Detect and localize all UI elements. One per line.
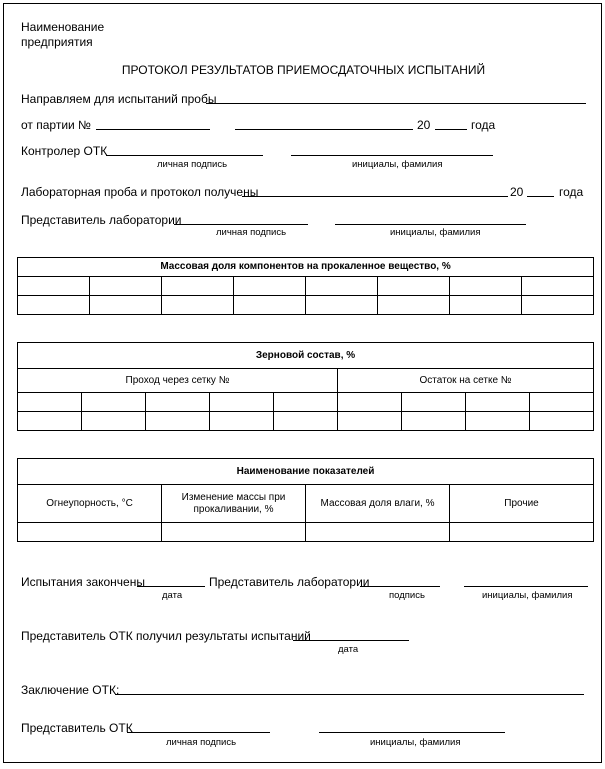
org-name-line2: предприятия [21,35,93,49]
table-cell[interactable] [522,277,594,296]
year-prefix-2: 20 [510,185,524,199]
table-cell[interactable] [402,393,466,412]
table-cell[interactable] [274,393,338,412]
column-header-moisture: Массовая доля влаги, % [306,485,450,523]
indicators-header: Наименование показателей [18,459,594,485]
initials-hint-1: инициалы, фамилия [352,159,443,170]
tests-done-label: Испытания закончены [21,575,145,589]
batch-number-line[interactable] [96,129,210,130]
year-suffix-2: года [559,185,584,199]
lab-received-label: Лабораторная проба и протокол получены [21,185,259,199]
table-cell[interactable] [162,523,306,542]
table-cell[interactable] [18,296,90,315]
grain-table [17,342,594,431]
table-cell[interactable] [530,393,594,412]
table-cell[interactable] [306,277,378,296]
table-cell[interactable] [402,412,466,431]
lab-rep-label: Представитель лаборатории [21,213,182,227]
table-cell[interactable] [82,412,146,431]
table-cell[interactable] [338,412,402,431]
table-row [18,296,594,315]
table-cell[interactable] [450,523,594,542]
table-cell[interactable] [522,296,594,315]
otk-rep-sign-line[interactable] [127,732,270,733]
table-cell[interactable] [378,296,450,315]
otk-rep-label: Представитель ОТК [21,721,133,735]
protocol-page [3,3,602,763]
date-hint-2: дата [338,644,359,655]
pass-header: Проход через сетку № [18,369,338,393]
sign-hint: подпись [389,590,425,601]
table-cell[interactable] [90,277,162,296]
otk-controller-label: Контролер ОТК [21,144,108,158]
initials-hint-2: инициалы, фамилия [390,227,481,238]
otk-initials-line[interactable] [291,155,493,156]
table-cell[interactable] [338,393,402,412]
initials-hint-4: инициалы, фамилия [370,737,461,748]
table-cell[interactable] [210,412,274,431]
signature-hint-2: личная подпись [216,227,287,238]
residue-header: Остаток на сетке № [338,369,594,393]
components-header: Массовая доля компонентов на прокаленное вещество, % [18,258,594,277]
table-cell[interactable] [450,296,522,315]
bottom-lab-rep-initials-line[interactable] [464,586,588,587]
bottom-lab-rep-label: Представитель лаборатории [209,575,370,589]
table-cell[interactable] [18,277,90,296]
table-cell[interactable] [162,296,234,315]
year-line-1[interactable] [435,129,467,130]
table-cell[interactable] [234,277,306,296]
lab-received-line[interactable] [242,196,508,197]
table-cell[interactable] [306,523,450,542]
table-row [18,523,594,542]
table-cell[interactable] [466,412,530,431]
table-cell[interactable] [82,393,146,412]
bottom-lab-rep-sign-line[interactable] [360,586,440,587]
year-line-2[interactable] [527,196,554,197]
table-cell[interactable] [234,296,306,315]
lab-rep-signature-line[interactable] [174,224,308,225]
table-cell[interactable] [162,277,234,296]
send-samples-label: Направляем для испытаний пробы [21,92,217,106]
send-samples-line[interactable] [206,103,586,104]
lab-rep-initials-line[interactable] [335,224,526,225]
signature-hint-1: личная подпись [157,159,228,170]
table-cell[interactable] [146,393,210,412]
table-cell[interactable] [274,412,338,431]
otk-signature-line[interactable] [106,155,263,156]
signature-hint-3: личная подпись [166,737,237,748]
grain-header: Зерновой состав, % [18,343,594,369]
table-cell[interactable] [18,393,82,412]
table-cell[interactable] [306,296,378,315]
year-suffix-1: года [471,118,496,132]
page-title: ПРОТОКОЛ РЕЗУЛЬТАТОВ ПРИЕМОСДАТОЧНЫХ ИСПЫТАНИЙ [121,63,486,77]
table-row [18,412,594,431]
initials-hint-3: инициалы, фамилия [482,590,573,601]
column-header-refractoriness: Огнеупорность, °С [18,485,162,523]
table-cell[interactable] [210,393,274,412]
otk-received-date-line[interactable] [293,640,409,641]
table-cell[interactable] [378,277,450,296]
table-cell[interactable] [530,412,594,431]
batch-date-line[interactable] [235,129,413,130]
table-cell[interactable] [18,523,162,542]
column-header-other: Прочие [450,485,594,523]
otk-rep-initials-line[interactable] [319,732,505,733]
table-row [18,393,594,412]
table-cell[interactable] [466,393,530,412]
table-row [18,277,594,296]
table-cell[interactable] [90,296,162,315]
table-cell[interactable] [146,412,210,431]
column-header-mass-change: Изменение массы при прокаливании, % [162,485,306,523]
date-hint-1: дата [162,590,183,601]
org-name-line1: Наименование [21,20,105,34]
indicators-table [17,458,594,542]
batch-label: от партии № [21,118,91,132]
otk-received-label: Представитель ОТК получил результаты испытаний [21,629,311,643]
tests-done-date-line[interactable] [137,586,205,587]
table-cell[interactable] [18,412,82,431]
year-prefix-1: 20 [417,118,431,132]
conclusion-label: Заключение ОТК: [21,683,120,697]
conclusion-line[interactable] [115,694,584,695]
table-cell[interactable] [450,277,522,296]
components-table [17,257,594,315]
